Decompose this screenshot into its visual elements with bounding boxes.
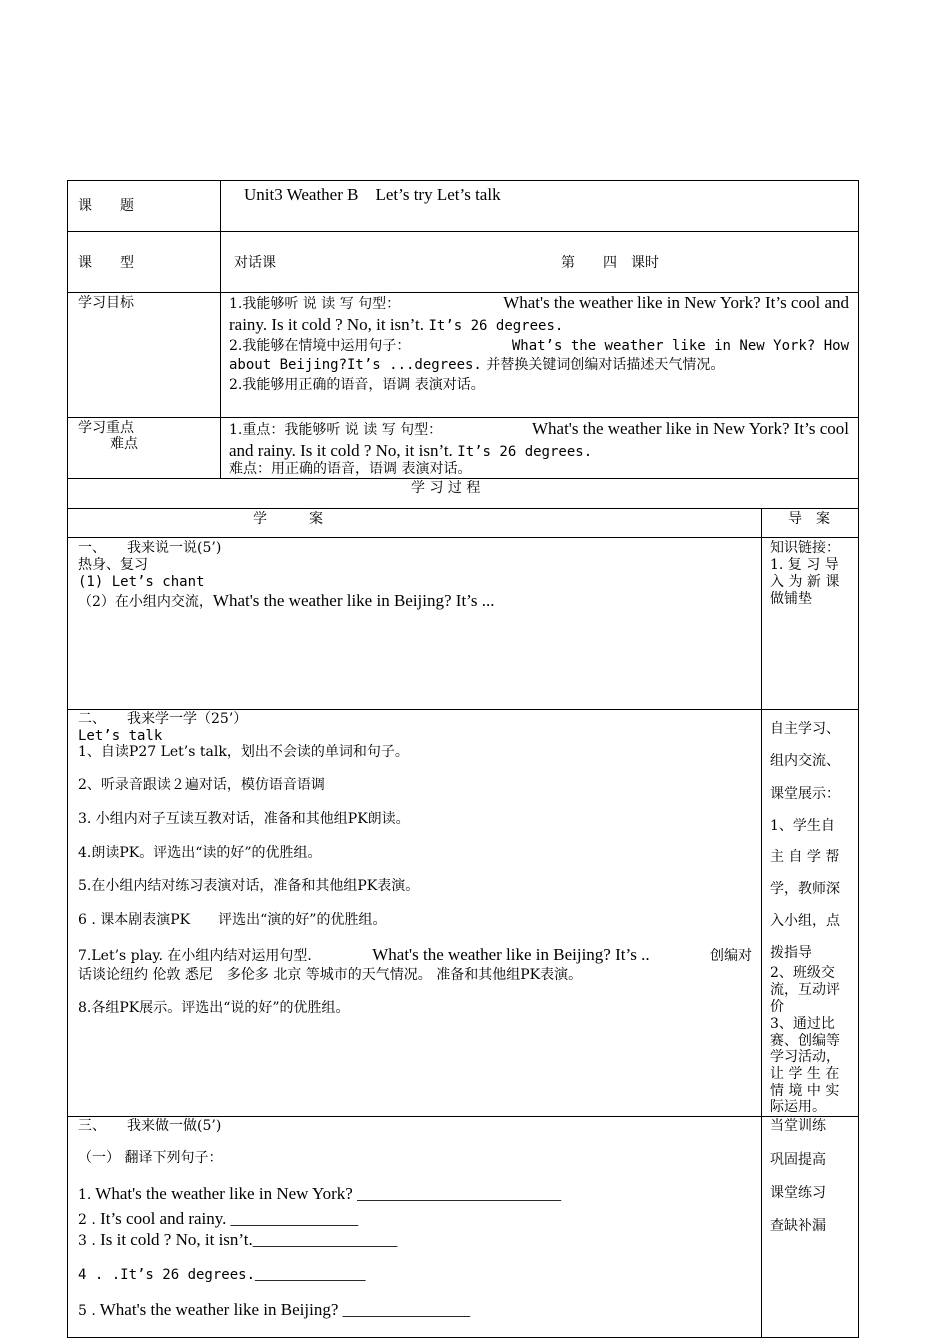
guide2-line-4: 1、学生自 bbox=[770, 818, 835, 834]
goals-line-3 bbox=[229, 338, 849, 355]
guide2-line-16: 情 境 中 实 bbox=[770, 1083, 840, 1099]
topic-value: Unit3 Weather B Let’s try Let’s talk bbox=[244, 185, 501, 204]
table-border-right bbox=[858, 180, 859, 1338]
section2-step-3: 3. 小组内对子互读互教对话，准备和其他组PK朗读。 bbox=[78, 811, 410, 827]
goals-line-5: 2.我能够用正确的语音，语调 表演对话。 bbox=[229, 377, 485, 393]
goals-line-4 bbox=[229, 357, 724, 374]
guide2-line-2: 组内交流、 bbox=[770, 753, 840, 769]
section2-heading: 二、 我来学一学（25’） bbox=[78, 711, 248, 727]
key-label: 学习重点 bbox=[78, 420, 134, 436]
key-line-2-mono: It’s 26 degrees. bbox=[457, 444, 593, 460]
goals-line-1-en: What's the weather like in New York? It’s cool and bbox=[503, 293, 849, 312]
guide1-line-3: 入 为 新 课 bbox=[770, 574, 840, 590]
guide1-line-4: 做铺垫 bbox=[770, 591, 812, 607]
goals-line-4-cn: 并替换关键词创编对话描述天气情况。 bbox=[486, 357, 725, 373]
table-border-bottom bbox=[67, 1337, 859, 1338]
table-border-left bbox=[67, 180, 68, 1338]
section2-step-7-cont: 话谈论纽约 伦敦 悉尼 多伦多 北京 等城市的天气情况。 准备和其他组PK表演。 bbox=[78, 967, 583, 983]
topic-label: 课 题 bbox=[78, 198, 134, 214]
goals-line-2 bbox=[229, 316, 563, 335]
guide2-line-1: 自主学习、 bbox=[770, 721, 840, 737]
guide2-line-15: 让 学 生 在 bbox=[770, 1066, 840, 1082]
guide2-line-17: 际运用。 bbox=[770, 1099, 826, 1115]
section2-step-7-cn: 7.Let’s play. 在小组内结对运用句型. bbox=[78, 948, 312, 964]
row-divider bbox=[67, 231, 859, 232]
section2-step-7-cn-end: 创编对 bbox=[709, 948, 752, 964]
guide2-line-5: 主 自 学 帮 bbox=[770, 849, 840, 865]
guide2-line-6: 学，教师深 bbox=[770, 881, 840, 897]
exercise-5-text: What's the weather like in Beijing? _______________ bbox=[95, 1300, 471, 1319]
exercise-4 bbox=[78, 1265, 366, 1284]
guide2-line-14: 学习活动， bbox=[770, 1049, 840, 1065]
section2-step-7 bbox=[78, 946, 752, 965]
goals-line-3-cn: 2.我能够在情境中运用句子： bbox=[229, 338, 411, 354]
label-column-divider bbox=[220, 180, 221, 478]
exercise-5-number: 5 . bbox=[78, 1303, 96, 1319]
section1-heading: 一、 我来说一说(5’) bbox=[78, 540, 222, 556]
guide3-line-4: 查缺补漏 bbox=[770, 1218, 826, 1234]
guide2-line-11: 价 bbox=[770, 999, 784, 1015]
key-line-1-en: What's the weather like in New York? It’s cool bbox=[531, 419, 849, 438]
section1-line-1: 热身、复习 bbox=[78, 557, 148, 573]
goals-line-2-mono: It’s 26 degrees. bbox=[428, 318, 564, 334]
section2-step-8: 8.各组PK展示。评选出“说的好”的优胜组。 bbox=[78, 1000, 350, 1016]
column-header-study: 学 案 bbox=[253, 511, 323, 527]
row-divider bbox=[67, 508, 859, 509]
exercise-5 bbox=[78, 1301, 470, 1320]
section3-heading: 三、 我来做一做(5’) bbox=[78, 1118, 222, 1134]
exercise-4-blank: _____________ bbox=[255, 1264, 366, 1283]
key-line-1-cn: 1.重点：我能够听 说 读 写 句型： bbox=[229, 422, 443, 438]
process-title: 学 习 过 程 bbox=[411, 480, 481, 496]
exercise-3 bbox=[78, 1231, 397, 1250]
guide3-line-2: 巩固提高 bbox=[770, 1152, 826, 1168]
column-header-guide: 导 案 bbox=[788, 511, 830, 527]
guide1-line-1: 知识链接： bbox=[770, 540, 840, 556]
exercise-2 bbox=[78, 1210, 358, 1229]
section2-step-2: 2、听录音跟读２遍对话，模仿语音语调 bbox=[78, 777, 325, 793]
period-label: 第 四 课时 bbox=[561, 255, 659, 271]
exercise-4-text: 4 . .It’s 26 degrees. bbox=[78, 1267, 256, 1283]
row-divider bbox=[67, 537, 859, 538]
row-divider bbox=[67, 709, 859, 710]
key-line-2 bbox=[229, 442, 592, 461]
section2-step-5: 5.在小组内结对练习表演对话，准备和其他组PK表演。 bbox=[78, 878, 420, 894]
guide3-line-1: 当堂训练 bbox=[770, 1118, 826, 1134]
row-divider bbox=[67, 1116, 859, 1117]
section1-line-3 bbox=[78, 592, 495, 611]
goals-line-2-en: rainy. Is it cold ? No, it isn’t. bbox=[229, 315, 425, 334]
exercise-1-text: What's the weather like in New York? ________________________ bbox=[91, 1184, 562, 1203]
guide1-line-2: 1. 复 习 导 bbox=[770, 557, 839, 573]
row-divider bbox=[67, 417, 859, 418]
section2-step-7-en: What's the weather like in Beijing? It’s .. bbox=[372, 945, 650, 964]
guide3-line-3: 课堂练习 bbox=[770, 1185, 826, 1201]
key-line-2-en: and rainy. Is it cold ? No, it isn’t. bbox=[229, 441, 453, 460]
section2-step-4: 4.朗读PK。评选出“读的好”的优胜组。 bbox=[78, 845, 322, 861]
guide2-line-12: 3、通过比 bbox=[770, 1016, 835, 1032]
goals-line-1-cn: 1.我能够听 说 读 写 句型： bbox=[229, 296, 401, 312]
section1-line-3-en: What's the weather like in Beijing? It’s ... bbox=[212, 591, 495, 610]
guide-column-divider bbox=[761, 508, 762, 1338]
type-value: 对话课 bbox=[234, 255, 276, 271]
difficult-label: 难点 bbox=[110, 436, 138, 452]
exercise-1-number: 1. bbox=[78, 1187, 92, 1203]
section1-line-2: (1) Let’s chant bbox=[78, 574, 205, 590]
key-line-3: 难点：用正确的语音，语调 表演对话。 bbox=[229, 461, 472, 477]
type-label: 课 型 bbox=[78, 255, 134, 271]
section3-sub: （一） 翻译下列句子： bbox=[78, 1150, 223, 1166]
section2-step-1: 1、自读P27 Let’s talk，划出不会读的单词和句子。 bbox=[78, 744, 409, 760]
exercise-2-number: 2 . bbox=[78, 1212, 96, 1228]
guide2-line-9: 2、班级交 bbox=[770, 965, 835, 981]
goals-line-3-mono: What’s the weather like in New York? How bbox=[511, 338, 849, 354]
goals-label: 学习目标 bbox=[78, 295, 134, 311]
exercise-1 bbox=[78, 1185, 561, 1204]
section2-step-6: 6 . 课本剧表演PK 评选出“演的好”的优胜组。 bbox=[78, 912, 387, 928]
table-border-top bbox=[67, 180, 859, 181]
guide2-line-3: 课堂展示： bbox=[770, 786, 840, 802]
guide2-line-8: 拨指导 bbox=[770, 945, 812, 961]
row-divider bbox=[67, 478, 859, 479]
guide2-line-7: 入小组，点 bbox=[770, 913, 840, 929]
goals-line-4-mono: about Beijing?It’s ...degrees. bbox=[229, 357, 482, 373]
key-line-1 bbox=[229, 420, 849, 439]
section2-sub: Let’s talk bbox=[78, 728, 163, 744]
guide2-line-13: 赛、创编等 bbox=[770, 1033, 840, 1049]
guide2-line-10: 流，互动评 bbox=[770, 982, 840, 998]
exercise-3-text: Is it cold ? No, it isn’t._________________ bbox=[95, 1230, 398, 1249]
exercise-3-number: 3 . bbox=[78, 1233, 96, 1249]
exercise-2-text: It’s cool and rainy. _______________ bbox=[95, 1209, 359, 1228]
section1-line-3-cn: （2）在小组内交流， bbox=[78, 594, 213, 610]
goals-line-1 bbox=[229, 294, 849, 313]
